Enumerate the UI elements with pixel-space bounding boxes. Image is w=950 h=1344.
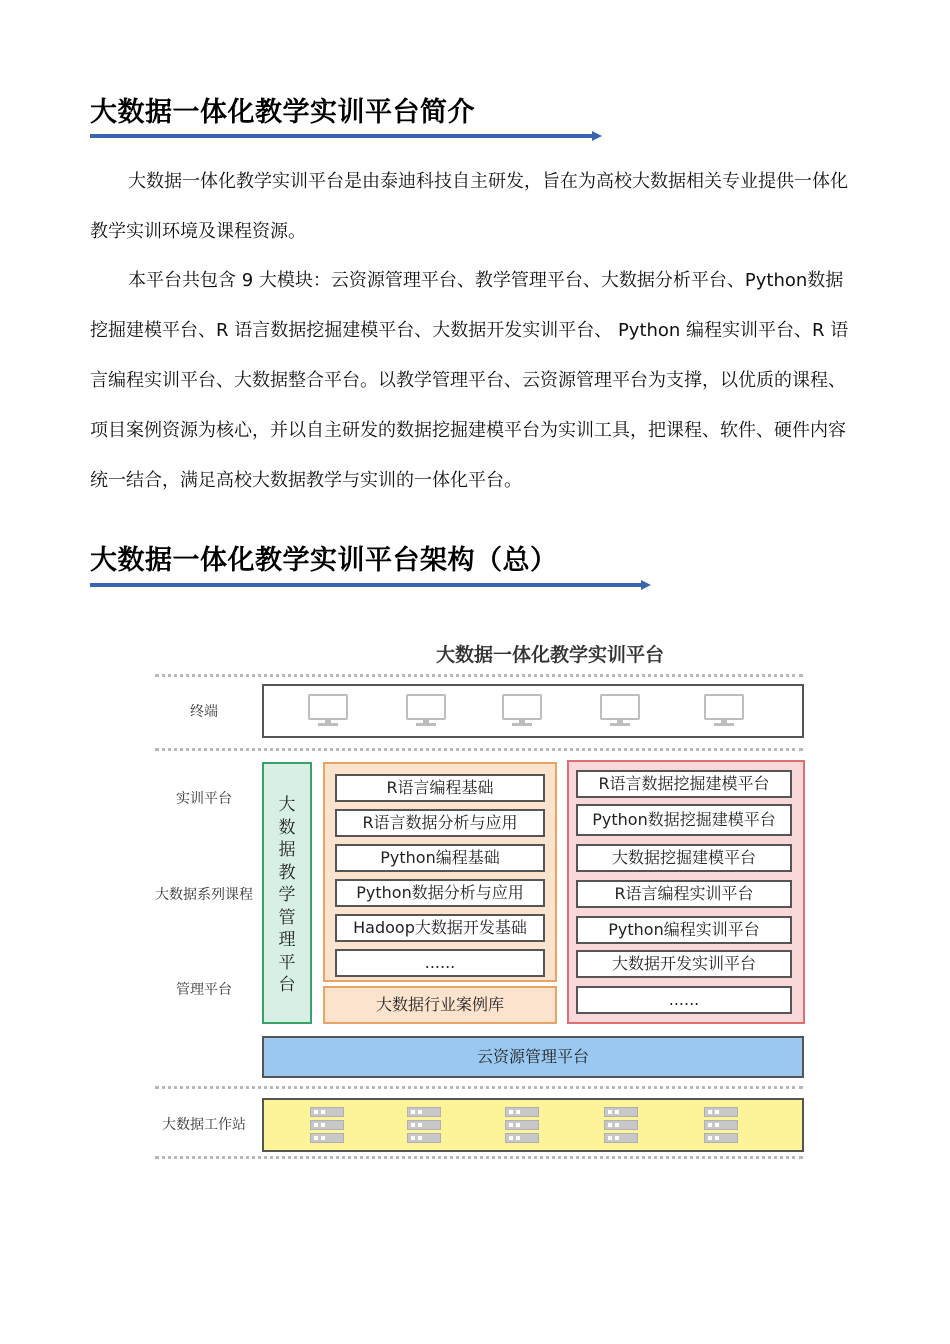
server-icon (505, 1107, 539, 1143)
course-item: Hadoop大数据开发基础 (335, 914, 545, 942)
intro-paragraph-2: 本平台共包含 9 大模块：云资源管理平台、教学管理平台、大数据分析平台、Python数据挖掘建模平台、R 语言数据挖掘建模平台、大数据开发实训平台、 Python 编程实训平台、R 语言编程实训平台、大数据整合平台。以教学管理平台、云资源管理平台为支撑，以优质的课程、项目案例资源为核心，并以自主研发的数据挖掘建模平台为实训工具，把课程、软件、硬件内容统一结合，满足高校大数据教学与实训的一体化平台。 (90, 270, 849, 491)
platform-item: R语言编程实训平台 (576, 880, 792, 908)
monitor-icon (704, 694, 744, 728)
cloud-resource-platform: 云资源管理平台 (262, 1036, 804, 1078)
course-item: Python编程基础 (335, 844, 545, 872)
label-workstation: 大数据工作站 (162, 1117, 246, 1133)
server-icon (310, 1107, 344, 1143)
teaching-management-platform-label: 大 数 据 教 学 管 理 平 台 (278, 795, 296, 995)
section-title-architecture: 大数据一体化教学实训平台架构（总） (90, 545, 558, 576)
label-training-platform: 实训平台 (176, 791, 232, 807)
monitor-icon (406, 694, 446, 728)
label-course-series: 大数据系列课程 (155, 887, 253, 903)
platform-item: 大数据开发实训平台 (576, 950, 792, 978)
server-icon (604, 1107, 638, 1143)
section-title-intro: 大数据一体化教学实训平台简介 (90, 97, 475, 128)
industry-case-library: 大数据行业案例库 (323, 986, 557, 1024)
label-terminal: 终端 (190, 704, 218, 720)
monitor-icon (308, 694, 348, 728)
dotted-divider (155, 674, 803, 677)
label-management-platform: 管理平台 (176, 982, 232, 998)
dotted-divider (155, 1156, 803, 1159)
platform-item: Python数据挖掘建模平台 (576, 804, 792, 836)
dotted-divider (155, 748, 803, 751)
course-item: R语言编程基础 (335, 774, 545, 802)
platform-item: R语言数据挖掘建模平台 (576, 770, 792, 798)
teaching-management-platform (262, 762, 312, 1024)
monitor-icon (502, 694, 542, 728)
title-underline-arrow (90, 131, 602, 141)
training-platforms-box (567, 760, 805, 1024)
platform-item: ...... (576, 986, 792, 1014)
platform-item: Python编程实训平台 (576, 916, 792, 944)
course-item: R语言数据分析与应用 (335, 809, 545, 837)
diagram-title: 大数据一体化教学实训平台 (435, 644, 664, 666)
server-icon (704, 1107, 738, 1143)
monitor-icon (600, 694, 640, 728)
intro-paragraph-1: 大数据一体化教学实训平台是由泰迪科技自主研发，旨在为高校大数据相关专业提供一体化教学实训环境及课程资源。 (90, 171, 848, 242)
course-item: Python数据分析与应用 (335, 879, 545, 907)
course-series-box (323, 762, 557, 982)
workstation-row (262, 1098, 804, 1152)
dotted-divider (155, 1086, 803, 1089)
title-underline-arrow (90, 580, 651, 590)
platform-item: 大数据挖掘建模平台 (576, 844, 792, 872)
course-item: ...... (335, 949, 545, 977)
terminal-row (262, 684, 804, 738)
server-icon (407, 1107, 441, 1143)
